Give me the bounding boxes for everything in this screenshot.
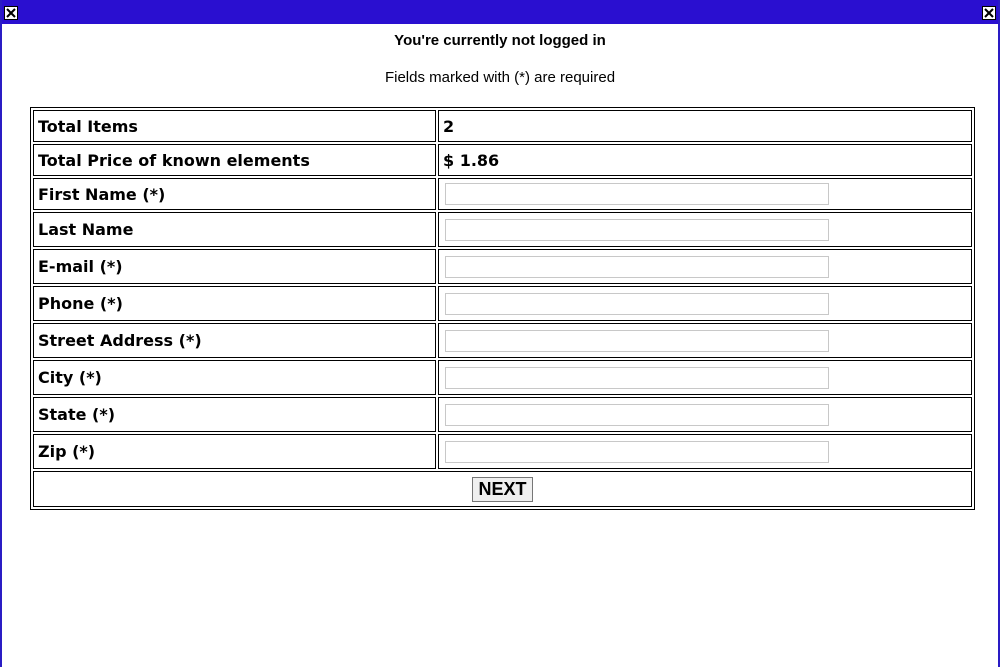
first-name-cell (438, 178, 972, 210)
close-button-left[interactable] (4, 6, 18, 20)
street-address-label: Street Address (*) (33, 323, 436, 358)
table-row (33, 360, 972, 395)
table-row (33, 286, 972, 321)
last-name-label: Last Name (33, 212, 436, 247)
zip-input[interactable] (445, 441, 829, 463)
close-icon (5, 7, 17, 19)
table-row (33, 471, 972, 507)
email-cell (438, 249, 972, 284)
table-row (33, 212, 972, 247)
table-row (33, 434, 972, 469)
street-address-cell (438, 323, 972, 358)
total-items-value: 2 (438, 110, 972, 142)
checkout-form-table (30, 107, 975, 510)
last-name-cell (438, 212, 972, 247)
login-status: You're currently not logged in (394, 32, 606, 49)
total-items-label: Total Items (33, 110, 436, 142)
table-row (33, 110, 972, 142)
email-input[interactable] (445, 256, 829, 278)
table-row (33, 144, 972, 176)
first-name-label: First Name (*) (33, 178, 436, 210)
state-input[interactable] (445, 404, 829, 426)
close-icon (983, 7, 995, 19)
zip-label: Zip (*) (33, 434, 436, 469)
phone-cell (438, 286, 972, 321)
button-cell (33, 471, 972, 507)
city-cell (438, 360, 972, 395)
table-row (33, 178, 972, 210)
required-fields-note: Fields marked with (*) are required (384, 69, 616, 86)
phone-label: Phone (*) (33, 286, 436, 321)
state-label: State (*) (33, 397, 436, 432)
zip-cell (438, 434, 972, 469)
table-row (33, 397, 972, 432)
close-button-right[interactable] (982, 6, 996, 20)
phone-input[interactable] (445, 293, 829, 315)
first-name-input[interactable] (445, 183, 829, 205)
table-row (33, 249, 972, 284)
table-row (33, 323, 972, 358)
total-price-label: Total Price of known elements (33, 144, 436, 176)
city-input[interactable] (445, 367, 829, 389)
email-label: E-mail (*) (33, 249, 436, 284)
city-label: City (*) (33, 360, 436, 395)
state-cell (438, 397, 972, 432)
street-address-input[interactable] (445, 330, 829, 352)
last-name-input[interactable] (445, 219, 829, 241)
total-price-value: $ 1.86 (438, 144, 972, 176)
next-button[interactable]: NEXT (472, 477, 532, 502)
title-bar (2, 0, 998, 24)
